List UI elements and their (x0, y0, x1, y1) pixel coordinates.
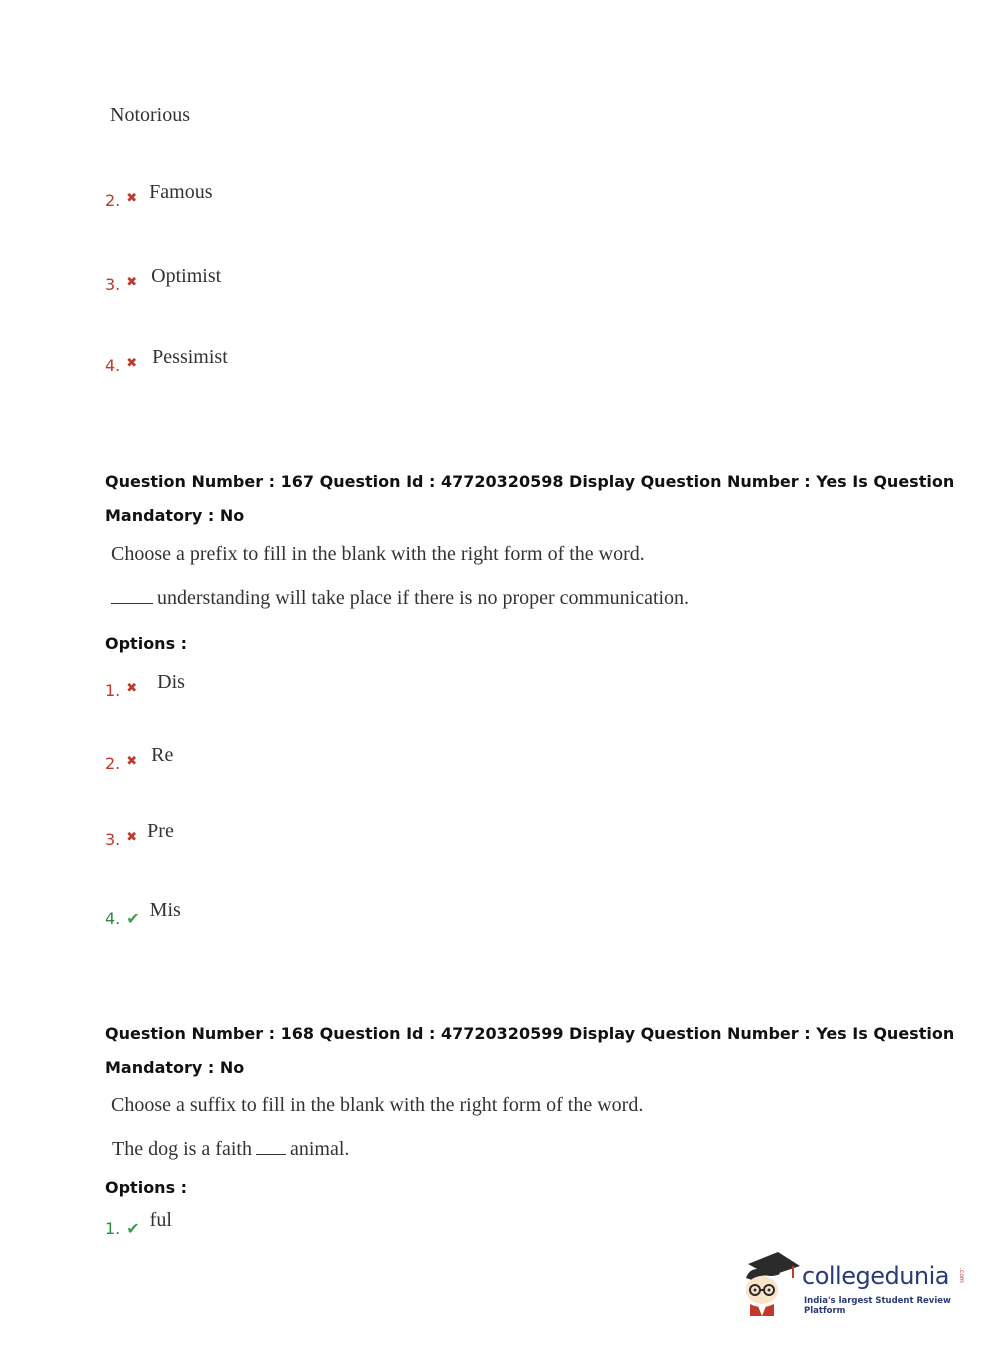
options-label-168: Options : (105, 1178, 188, 1197)
question-header-168: Question Number : 168 Question Id : 47720320599 Display Question Number : Yes Is Question (105, 1024, 955, 1043)
option-row-4 (105, 899, 181, 932)
option-row-2 (105, 744, 174, 777)
option-text: ful (149, 1209, 172, 1231)
option-row-2 (105, 181, 213, 214)
option-text: Famous (149, 181, 213, 203)
cross-icon: ✖ (126, 681, 138, 696)
option-number: 4. (105, 356, 121, 375)
options-label-167: Options : (105, 634, 188, 653)
checkmark-icon: ✔ (126, 1219, 140, 1238)
question-header-167: Question Number : 167 Question Id : 47720320598 Display Question Number : Yes Is Question (105, 472, 955, 491)
option-text: Mis (149, 899, 181, 921)
option-row-3 (105, 265, 222, 298)
option-row-4 (105, 346, 228, 379)
option-number: 1. (105, 681, 121, 700)
option-text: Pre (147, 820, 174, 842)
question-prompt-167: Choose a prefix to fill in the blank with the right form of the word. (111, 543, 645, 565)
option-row-3 (105, 820, 174, 853)
option-row-1 (105, 671, 185, 704)
option-number: 4. (105, 909, 121, 928)
option-number: 2. (105, 754, 121, 773)
option-number: 2. (105, 191, 121, 210)
logo-tagline: India's largest Student Review Platform (804, 1296, 951, 1316)
sentence-text-before: The dog is a faith (112, 1138, 252, 1160)
question-sentence-168 (112, 1138, 349, 1161)
question-prompt-168: Choose a suffix to fill in the blank with the right form of the word. (111, 1094, 644, 1116)
option-text-notorious: Notorious (110, 104, 190, 126)
cross-icon: ✖ (126, 191, 138, 206)
logo-com: .com (958, 1268, 965, 1283)
checkmark-icon: ✔ (126, 909, 140, 928)
option-row-1 (105, 1209, 172, 1242)
cross-icon: ✖ (126, 356, 138, 371)
question-mandatory-168: Mandatory : No (105, 1058, 245, 1077)
mascot-icon (740, 1250, 804, 1320)
question-mandatory-167: Mandatory : No (105, 506, 245, 525)
question-sentence-167 (111, 587, 689, 610)
sentence-text: understanding will take place if there is no proper communication. (157, 587, 690, 609)
option-text: Re (151, 744, 174, 766)
cross-icon: ✖ (126, 275, 138, 290)
option-number: 1. (105, 1219, 121, 1238)
cross-icon: ✖ (126, 754, 138, 769)
option-text: Dis (157, 671, 185, 693)
collegedunia-logo (740, 1250, 970, 1320)
option-text: Optimist (151, 265, 222, 287)
option-number: 3. (105, 275, 121, 294)
sentence-text-after: animal. (289, 1138, 350, 1160)
option-text: Pessimist (152, 346, 228, 368)
blank-line (111, 587, 153, 604)
option-number: 3. (105, 830, 121, 849)
cross-icon: ✖ (126, 830, 138, 845)
blank-line (256, 1138, 286, 1155)
logo-wordmark: collegedunia (802, 1262, 950, 1290)
